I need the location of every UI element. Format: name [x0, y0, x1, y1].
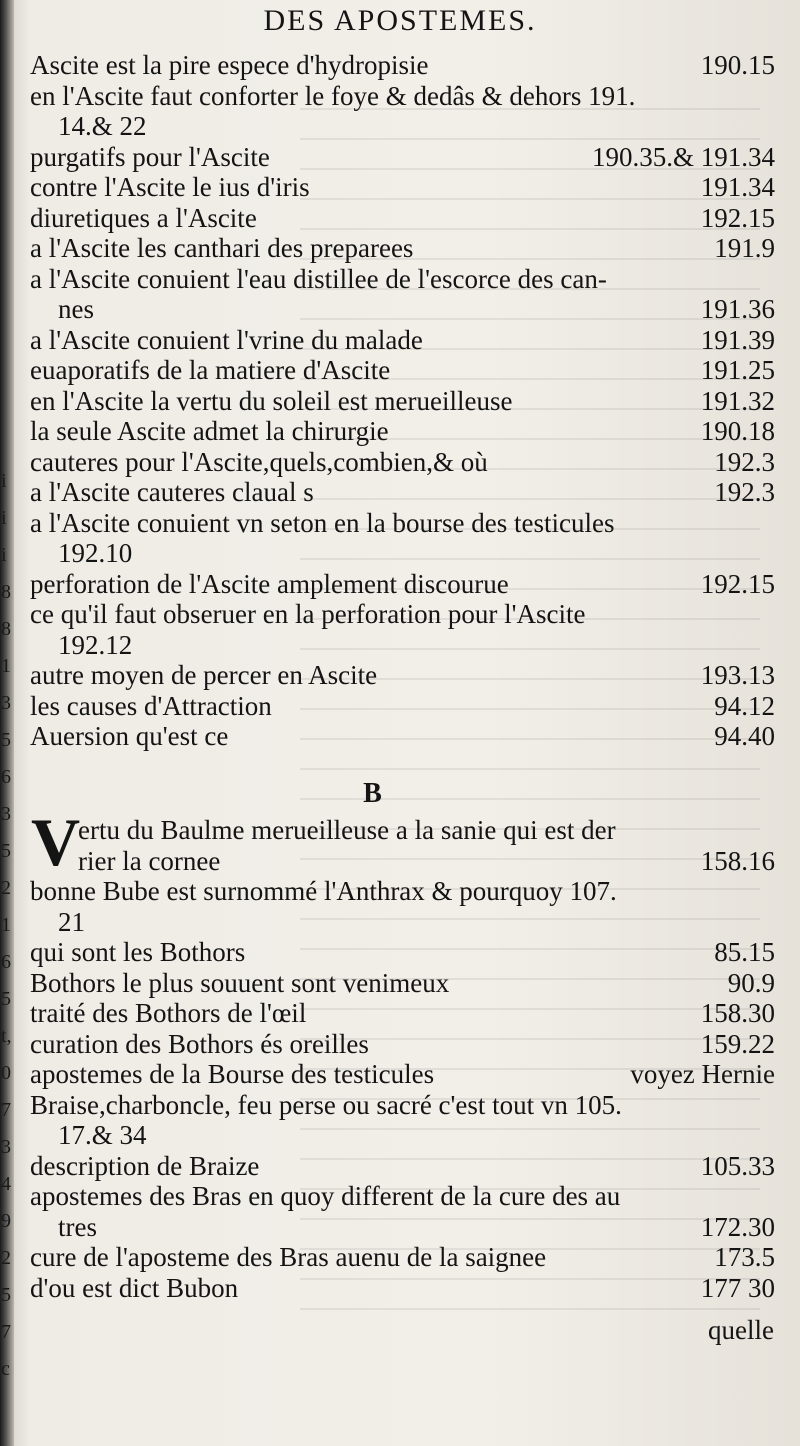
margin-mark: 4: [1, 1173, 11, 1195]
index-entry: [30, 477, 775, 508]
index-entry: [30, 1151, 775, 1182]
margin-mark: 6: [1, 766, 11, 788]
entry-text: 192.10: [58, 538, 133, 568]
margin-mark: 3: [1, 803, 11, 825]
margin-mark: 8: [1, 618, 11, 640]
index-entry: [30, 569, 775, 600]
entry-text: cure de l'aposteme des Bras auenu de la saignee: [30, 1242, 547, 1272]
entry-page-ref: 94.40: [714, 721, 775, 751]
margin-mark: 3: [1, 1136, 11, 1158]
entry-text: ce qu'il faut obseruer en la perforation pour l'Ascite: [30, 599, 586, 629]
index-entry: [30, 233, 775, 264]
entry-text: les causes d'Attraction: [30, 690, 272, 721]
entry-page-ref: 191.32: [700, 385, 775, 416]
index-entry: [30, 937, 775, 968]
index-entry: [30, 1120, 775, 1151]
index-entry: [30, 599, 775, 630]
index-entry: [30, 172, 775, 203]
entry-page-ref: 192.3: [714, 446, 775, 477]
entry-text: 192.12: [58, 629, 133, 660]
entry-page-ref: 191.34: [700, 172, 775, 202]
entry-text: la seule Ascite admet la chirurgie: [30, 416, 389, 446]
margin-marks: [0, 0, 14, 1446]
entry-text: 14.& 22: [58, 111, 147, 141]
margin-mark: 6: [1, 951, 11, 973]
index-entry: [30, 264, 775, 295]
index-entry: [30, 721, 775, 752]
entry-text: contre l'Ascite le ius d'iris: [30, 172, 310, 202]
entry-text: en l'Ascite faut conforter le foye & dedâs & dehors 191.: [30, 80, 636, 111]
index-entry: [30, 660, 775, 691]
entry-text: traité des Bothors de l'œil: [30, 998, 307, 1028]
entry-page-ref: 85.15: [714, 937, 775, 967]
entry-page-ref: 90.9: [727, 967, 775, 998]
entry-text: Ascite est la pire espece d'hydropisie: [30, 50, 429, 80]
entry-text: en l'Ascite la vertu du soleil est merueilleuse: [30, 385, 513, 416]
index-entry: [30, 968, 775, 999]
entry-text: Braise,charboncle, feu perse ou sacré c'est tout vn 105.: [30, 1089, 622, 1120]
index-entry: [30, 416, 775, 447]
entry-page-ref: 158.16: [700, 845, 775, 876]
entry-page-ref: 191.39: [700, 324, 775, 355]
entry-page-ref: 158.30: [700, 998, 775, 1028]
entry-text: perforation de l'Ascite amplement discourue: [30, 568, 509, 599]
index-entry: [30, 508, 775, 539]
entry-page-ref: 172.30: [700, 1211, 775, 1242]
running-head: DES APOSTEMES.: [263, 4, 537, 37]
index-entry: [30, 203, 775, 234]
index-entry: [30, 691, 775, 722]
index-entry: [30, 1029, 775, 1060]
entry-page-ref: 192.15: [700, 202, 775, 233]
entry-page-ref: 105.33: [700, 1150, 775, 1181]
entry-text: a l'Ascite les canthari des preparees: [30, 233, 414, 263]
margin-mark: 8: [1, 581, 11, 603]
section-letter: B: [363, 778, 382, 809]
entry-page-ref: 190.35.& 191.34: [591, 141, 775, 172]
entry-text: a l'Ascite conuient l'eau distillee de l'escorce des can-: [30, 263, 607, 294]
index-entry: [30, 1242, 775, 1273]
index-entry: [30, 81, 775, 112]
index-entry: [30, 325, 775, 356]
margin-mark: 5: [1, 988, 11, 1010]
margin-mark: 7: [1, 1099, 11, 1121]
index-entry: [30, 50, 775, 81]
index-entry: [30, 876, 775, 907]
entry-text: apostemes des Bras en quoy different de la cure des au: [30, 1181, 621, 1211]
index-entry: [30, 447, 775, 478]
index-entry: [30, 538, 775, 569]
margin-mark: t,: [1, 1025, 12, 1047]
index-entries-b: [30, 815, 775, 1303]
entry-page-ref: 190.15: [700, 50, 775, 80]
entry-page-ref: 192.3: [714, 477, 775, 507]
margin-mark: 2: [1, 1247, 11, 1269]
drop-cap: V: [31, 804, 81, 880]
margin-mark: i: [1, 470, 7, 492]
margin-mark: 1: [1, 914, 11, 936]
entry-text: description de Braize: [30, 1150, 260, 1181]
entry-page-ref: 191.25: [700, 355, 775, 385]
entry-text: purgatifs pour l'Ascite: [30, 141, 270, 172]
entry-page-ref: 177 30: [700, 1272, 775, 1303]
entry-text: diuretiques a l'Ascite: [30, 202, 257, 233]
entry-text: a l'Ascite conuient vn seton en la bourse des testicules: [30, 507, 615, 538]
entry-text: curation des Bothors és oreilles: [30, 1028, 369, 1059]
entry-page-ref: voyez Hernie: [630, 1059, 775, 1089]
margin-mark: 1: [1, 655, 11, 677]
index-entry: [30, 815, 775, 846]
margin-mark: 0: [1, 1062, 11, 1084]
entry-text: bonne Bube est surnommé l'Anthrax & pourquoy 107.: [30, 876, 617, 906]
margin-mark: 5: [1, 1284, 11, 1306]
index-entry: [30, 1181, 775, 1212]
entry-text: Auersion qu'est ce: [30, 721, 229, 751]
entry-text: rier la cornee: [78, 845, 221, 876]
margin-mark: 3: [1, 692, 11, 714]
entry-page-ref: 173.5: [714, 1242, 775, 1272]
entry-text: apostemes de la Bourse des testicules: [30, 1059, 435, 1089]
index-entry: [30, 1273, 775, 1304]
margin-mark: i: [1, 507, 7, 529]
index-entry: [30, 907, 775, 938]
entry-page-ref: 159.22: [700, 1028, 775, 1059]
entry-text: 21: [58, 906, 85, 937]
entry-text: nes: [58, 294, 94, 324]
index-entry: [30, 386, 775, 417]
margin-mark: 5: [1, 840, 11, 862]
entry-text: euaporatifs de la matiere d'Ascite: [30, 355, 391, 385]
entry-page-ref: 191.9: [714, 233, 775, 263]
catchword: quelle: [708, 1315, 774, 1345]
index-entry: [30, 142, 775, 173]
entry-page-ref: 191.36: [700, 294, 775, 324]
entry-page-ref: 193.13: [700, 660, 775, 690]
index-entry: [30, 294, 775, 325]
index-entry: [30, 630, 775, 661]
entry-text: autre moyen de percer en Ascite: [30, 660, 378, 690]
index-entry: [30, 111, 775, 142]
margin-mark: 2: [1, 877, 11, 899]
entry-page-ref: 190.18: [700, 416, 775, 446]
index-entry: [30, 998, 775, 1029]
margin-mark: 5: [1, 729, 11, 751]
entry-text: tres: [58, 1211, 97, 1242]
margin-mark: i: [1, 544, 7, 566]
entry-text: cauteres pour l'Ascite,quels,combien,& où: [30, 446, 488, 477]
index-entries-a: [30, 50, 775, 752]
entry-page-ref: 192.15: [700, 568, 775, 599]
entry-text: Bothors le plus souuent sont venimeux: [30, 967, 450, 998]
entry-text: qui sont les Bothors: [30, 937, 246, 967]
margin-mark: c: [1, 1358, 10, 1380]
index-entry: [30, 355, 775, 386]
entry-text: a l'Ascite cauteres claual s: [30, 477, 314, 507]
index-entry: [30, 1090, 775, 1121]
margin-mark: 9: [1, 1210, 11, 1232]
index-entry: [30, 1059, 775, 1090]
entry-text: d'ou est dict Bubon: [30, 1272, 239, 1303]
index-entry: [30, 846, 775, 877]
index-entry: [30, 1212, 775, 1243]
entry-text: a l'Ascite conuient l'vrine du malade: [30, 324, 423, 355]
margin-mark: 7: [1, 1321, 11, 1343]
entry-text: 17.& 34: [58, 1120, 147, 1150]
entry-page-ref: 94.12: [714, 690, 775, 721]
entry-text: ertu du Baulme merueilleuse a la sanie qui est der: [78, 815, 616, 845]
